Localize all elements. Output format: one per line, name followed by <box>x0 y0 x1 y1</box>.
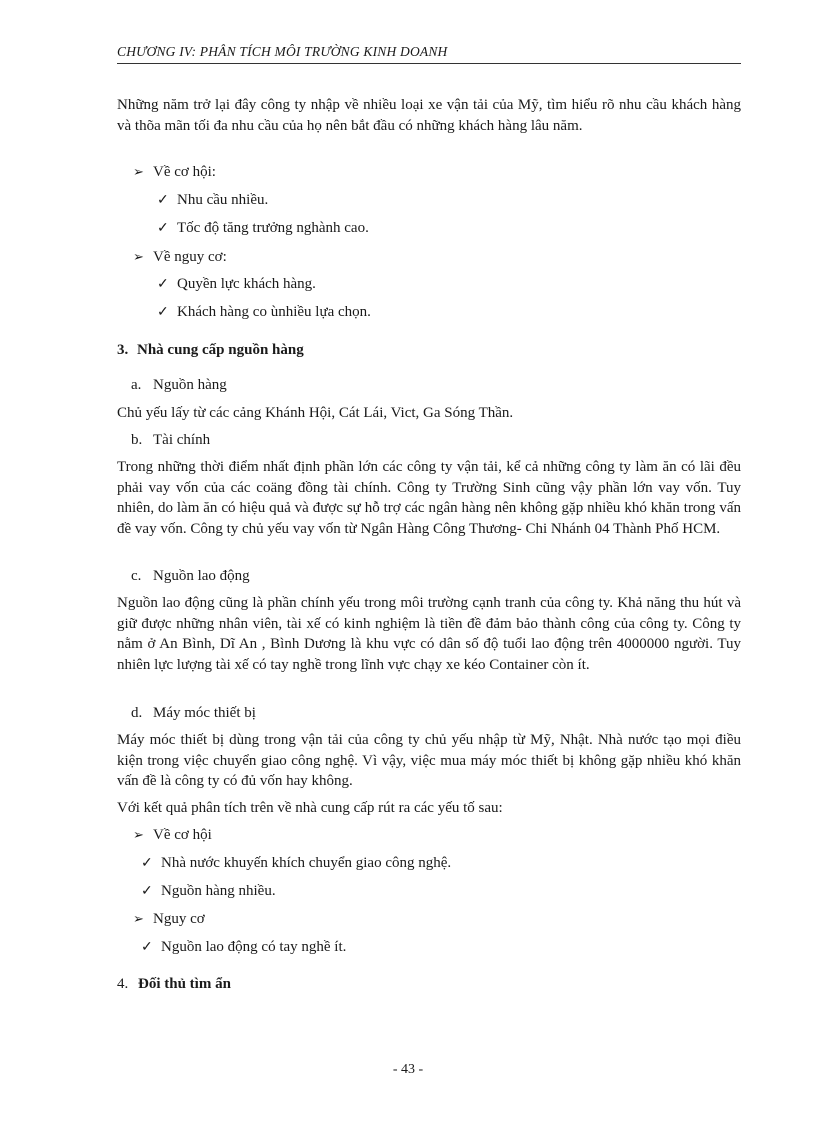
checkmark-icon: ✓ <box>157 277 169 292</box>
intro-paragraph: Những năm trở lại đây công ty nhập về nhiều loại xe vận tải của Mỹ, tìm hiểu rõ nhu cầu khách hàng và thõa mãn tối đa nhu cầu của họ nên bắt đầu có những khách hàng lâu năm. <box>117 97 741 134</box>
checkmark-icon: ✓ <box>141 884 153 899</box>
arrow-bullet-icon: ➢ <box>133 164 144 179</box>
checkmark-icon: ✓ <box>141 856 153 871</box>
subsection-title: Nguồn hàng <box>153 377 227 393</box>
section-3-heading <box>117 340 304 360</box>
checkmark-icon: ✓ <box>157 305 169 320</box>
running-header: CHƯƠNG IV: PHÂN TÍCH MÔI TRƯỜNG KINH DOANH <box>117 44 741 64</box>
subsection-a-paragraph: Chủ yếu lấy từ các cảng Khánh Hội, Cát Lái, Vict, Ga Sóng Thần. <box>117 405 514 421</box>
arrow-bullet-icon: ➢ <box>133 249 144 264</box>
opportunities-heading-1 <box>133 162 216 182</box>
list-item-text: Nhà nước khuyến khích chuyển giao công nghệ. <box>161 855 452 871</box>
list-item <box>141 853 451 874</box>
list-item <box>157 218 369 239</box>
list-item-text: Tốc độ tăng trưởng nghành cao. <box>177 220 369 236</box>
page-number: - 43 - <box>392 1062 424 1077</box>
opportunities-heading-2 <box>133 825 212 845</box>
checkmark-icon: ✓ <box>141 940 153 955</box>
subsection-b-heading <box>131 430 210 450</box>
subsection-d-paragraph: Máy móc thiết bị dùng trong vận tải của công ty chủ yếu nhập từ Mỹ, Nhật. Nhà nước tạo mọi điều kiện trong việc chuyển giao công nghệ. Vì vậy, việc mua máy móc thiết bị không gặp nhiều khó khăn vấn đề là công ty có đủ vốn hay không. <box>117 732 741 789</box>
subsection-a-heading <box>131 375 227 395</box>
list-item-text: Quyền lực khách hàng. <box>177 276 316 292</box>
arrow-bullet-icon: ➢ <box>133 911 144 926</box>
checkmark-icon: ✓ <box>157 221 169 236</box>
section-4-heading <box>117 974 231 994</box>
threats-label-2: Nguy cơ <box>153 911 205 927</box>
section-3-number: 3. <box>117 342 129 358</box>
list-item-text: Nguồn lao động có tay nghề ít. <box>161 939 347 955</box>
subsection-b-paragraph: Trong những thời điểm nhất định phần lớn các công ty vận tải, kể cả những công ty làm ăn có lãi đều phải vay vốn của các coäng đồng tài chính. Công ty Trường Sinh cũng vậy phần lớn vay vốn. Tuy nhiên, do làm ăn có hiệu quả và được sự hỗ trợ các ngân hàng nên không gặp nhiều khó khăn trong vấn đề vay vốn. Công ty chủ yếu vay vốn từ Ngân Hàng Công Thương- Chi Nhánh 04 Thành Phố HCM. <box>117 459 741 537</box>
opportunities-label-2: Về cơ hội <box>153 827 212 843</box>
subsection-marker: d. <box>131 705 143 721</box>
list-item-text: Nhu cầu nhiều. <box>177 192 269 208</box>
section-4-title: Đối thủ tìm ẩn <box>138 976 231 992</box>
threats-heading-2 <box>133 909 205 929</box>
subsection-title: Tài chính <box>153 432 211 448</box>
opportunities-label-1: Về cơ hội: <box>153 164 216 180</box>
subsection-c-heading <box>131 566 250 586</box>
subsection-marker: a. <box>131 377 142 393</box>
list-item-text: Khách hàng co ùnhiều lựa chọn. <box>177 304 371 320</box>
section-4-number: 4. <box>117 976 129 992</box>
section-3-title: Nhà cung cấp nguồn hàng <box>137 342 304 358</box>
subsection-marker: c. <box>131 568 142 584</box>
subsection-title: Nguồn lao động <box>153 568 250 584</box>
list-item-text: Nguồn hàng nhiều. <box>161 883 276 899</box>
list-item <box>157 274 316 295</box>
list-item <box>141 881 276 902</box>
subsection-c-paragraph: Nguồn lao động cũng là phần chính yếu trong môi trường cạnh tranh của công ty. Khả năng thu hút và giữ được những nhân viên, tài xế có kinh nghiệm là tiền đề đảm bảo thành công của công ty. Công ty nằm ở An Bình, Dĩ An , Bình Dương là khu vực có dân số độ tuổi lao động trên 4000000 người. Tuy nhiên lực lượng tài xế có tay nghề trong lĩnh vực chạy xe kéo Container còn ít. <box>117 595 741 673</box>
subsection-marker: b. <box>131 432 143 448</box>
subsection-d-heading <box>131 703 256 723</box>
summary-paragraph: Với kết quả phân tích trên về nhà cung cấp rút ra các yếu tố sau: <box>117 800 503 816</box>
list-item <box>157 190 268 211</box>
list-item <box>141 937 346 958</box>
threats-label-1: Về nguy cơ: <box>153 249 227 265</box>
arrow-bullet-icon: ➢ <box>133 827 144 842</box>
threats-heading-1 <box>133 247 227 267</box>
subsection-title: Máy móc thiết bị <box>153 705 256 721</box>
list-item <box>157 302 371 323</box>
checkmark-icon: ✓ <box>157 193 169 208</box>
